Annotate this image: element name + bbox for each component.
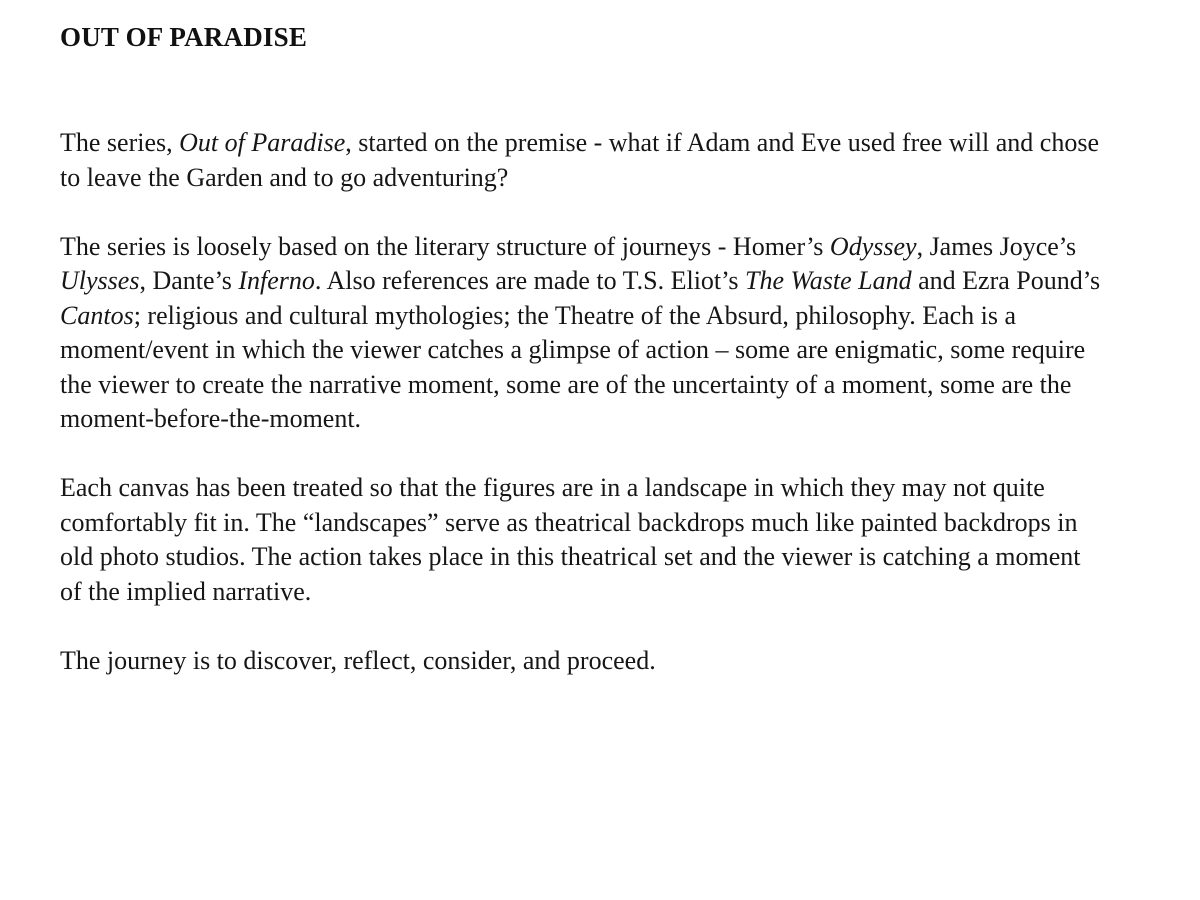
body-text: Each canvas has been treated so that the figures are in a landscape in which they may not quite comfortably fit in. The “landscapes” serve as theatrical backdrops much like painted backdrops in old photo studios. The action takes place in this theatrical set and the viewer is catching a moment of the implied narrative. [60, 473, 1081, 606]
document-title: OUT OF PARADISE [60, 22, 308, 52]
italic-text: Ulysses [60, 266, 140, 295]
paragraph [60, 644, 1108, 679]
paragraph [60, 126, 1108, 195]
italic-text: Inferno [238, 266, 315, 295]
document-body [60, 126, 1108, 678]
body-text: The series is loosely based on the literary structure of journeys - Homer’s [60, 231, 830, 261]
paragraph [60, 471, 1108, 609]
body-text: and Ezra Pound’s [911, 266, 1101, 295]
body-text: The series, [60, 128, 180, 157]
body-text: . Also references are made to T.S. Eliot’s [314, 266, 745, 295]
italic-text: Odyssey [829, 231, 917, 261]
italic-text: The Waste Land [745, 266, 912, 295]
body-text: , Dante’s [139, 266, 239, 295]
body-text: , started on the premise - what if Adam and Eve used free will and chose to leave the Garden and to go adventuring? [60, 128, 1099, 192]
italic-text: Cantos [60, 300, 134, 330]
body-text: The journey is to discover, reflect, consider, and proceed. [60, 645, 656, 675]
body-text: ; religious and cultural mythologies; the Theatre of the Absurd, philosophy. Each is a moment/event in which the viewer catches a glimpse of action – some are enigmatic, some require the viewer to create the narrative moment, some are of the uncertainty of a moment, some are the moment-before-the-moment. [60, 300, 1086, 433]
italic-text: Out of Paradise [179, 128, 346, 157]
paragraph [60, 230, 1108, 437]
body-text: , James Joyce’s [916, 231, 1077, 261]
